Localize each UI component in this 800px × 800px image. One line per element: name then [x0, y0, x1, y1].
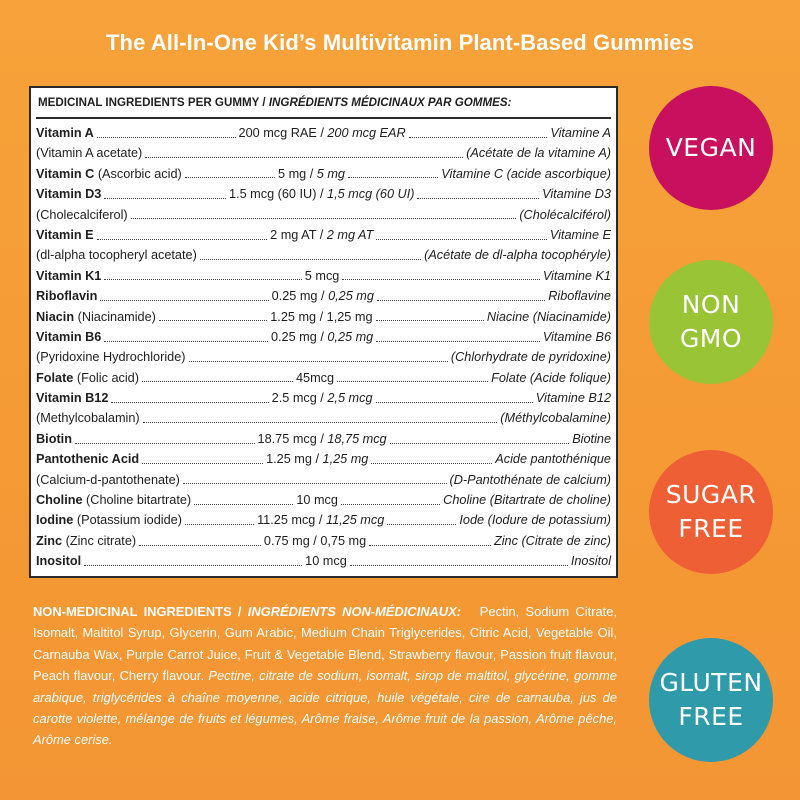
ingredient-source: (dl-alpha tocopheryl acetate) [36, 248, 197, 263]
dot-leader [390, 433, 570, 444]
dot-leader [376, 392, 533, 403]
page-title: The All-In-One Kid’s Multivitamin Plant-Based Gummies [106, 30, 694, 55]
ingredient-row [36, 551, 611, 571]
ingredient-name-fr: Zinc (Citrate de zinc) [493, 533, 611, 548]
amount-en: 2 mg AT / [270, 227, 327, 242]
amount-group [258, 429, 387, 449]
ingredient-row [36, 245, 611, 265]
ingredient-row [36, 490, 611, 510]
ingredient-name: Zinc [36, 533, 63, 548]
amount-group [270, 307, 372, 327]
dot-leader [371, 453, 492, 464]
dot-leader [111, 392, 268, 403]
ingredient-row [36, 531, 611, 551]
ingredient-name: Niacin [36, 309, 75, 324]
ingredient-name-fr: Vitamine B12 [535, 391, 611, 406]
ingredient-source-fr: (D-Pantothénate de calcium) [449, 472, 611, 487]
badge-sugar-free [649, 450, 773, 574]
amount-fr: 0,25 mg [328, 289, 374, 304]
dot-leader [131, 208, 517, 219]
ingredient-name-fr: Choline (Bitartrate de choline) [443, 493, 612, 508]
dot-leader [75, 433, 255, 444]
non-medicinal-text-en: Pectin, Sodium Citrate, Isomalt, Maltitol Syrup, Glycerin, Gum Arabic, Medium Chain Triglycerides, Citric Acid, Vegetable Oil, Carnauba Wax, Purple Carrot Juice, Fruit & Vegetable Blend, Strawberry flavour, Passion fruit flavour, Peach flavour, Cherry flavour. [33, 604, 617, 684]
ingredient-name-fr: Riboflavine [548, 289, 611, 304]
amount-en: 10 mcg [305, 554, 347, 569]
ingredient-name-fr: Vitamine D3 [542, 187, 611, 202]
amount-group [270, 225, 373, 245]
amount-en: 200 mcg RAE / [238, 126, 328, 140]
ingredient-row [36, 184, 611, 204]
amount-en: 1.25 mg / [266, 452, 323, 467]
ingredient-name-group [36, 388, 108, 408]
badge-non-gmo [649, 260, 773, 384]
dot-leader [185, 167, 275, 178]
ingredient-name-fr: Inositol [570, 554, 612, 569]
ingredient-source-fr: (Acétate de la vitamine A) [466, 146, 611, 161]
ingredient-name: Pantothenic Acid [36, 452, 140, 467]
dot-leader [189, 351, 448, 362]
ingredient-name-fr: Vitamine C (acide ascorbique) [441, 166, 611, 181]
dot-leader [376, 229, 547, 240]
panel-heading [31, 88, 616, 113]
badge-gluten-free-line2: FREE [678, 702, 744, 731]
ingredient-row [36, 388, 611, 408]
ingredient-name: Choline [36, 493, 83, 508]
ingredient-name-group [36, 490, 191, 510]
ingredient-source: (Pyridoxine Hydrochloride) [36, 350, 186, 365]
ingredient-source: (Niacinamide) [74, 309, 156, 324]
amount-fr: 11,25 mcg [325, 513, 385, 528]
ingredient-name-group [36, 164, 182, 184]
dot-leader [104, 269, 301, 280]
dot-leader [337, 371, 488, 382]
ingredient-source: (Cholecalciferol) [36, 207, 128, 222]
amount-group [264, 531, 366, 551]
dot-leader [97, 229, 268, 240]
dot-leader [183, 473, 447, 484]
ingredient-name-fr: Biotine [572, 431, 612, 446]
amount-fr: 2,5 mcg [327, 391, 373, 406]
dot-leader [376, 331, 540, 342]
ingredient-source-fr: (Chlorhydrate de pyridoxine) [450, 350, 611, 365]
dot-leader [194, 494, 293, 505]
ingredient-name-group [36, 327, 101, 347]
amount-en: 1.25 mg / 1,25 mg [270, 309, 373, 324]
ingredient-name-fr: Vitamine B6 [542, 329, 612, 344]
dot-leader [100, 290, 268, 301]
ingredient-row [36, 510, 611, 530]
ingredient-row [36, 449, 611, 469]
amount-fr: 1,25 mg [322, 452, 369, 467]
dot-leader [409, 127, 548, 138]
ingredient-name-fr: Vitamine K1 [542, 268, 611, 283]
amount-group [272, 286, 374, 306]
dot-leader [185, 514, 254, 525]
badge-non-gmo-line2: GMO [679, 324, 743, 353]
amount-fr: 1,5 mcg (60 UI) [327, 187, 415, 202]
amount-en: 45mcg [295, 370, 335, 385]
ingredient-row [36, 307, 611, 327]
amount-group [239, 123, 406, 143]
dot-leader [159, 310, 267, 321]
ingredient-source: (Choline bitartrate) [82, 493, 192, 508]
ingredient-name-fr: Acide pantothénique [495, 452, 611, 467]
badge-non-gmo-line1: NON [681, 290, 741, 319]
medicinal-ingredients-panel [29, 86, 618, 578]
dot-leader [104, 188, 226, 199]
ingredient-name: Vitamin B6 [36, 329, 102, 344]
panel-heading-en: MEDICINAL INGREDIENTS PER GUMMY / [38, 96, 269, 109]
ingredient-source: (Ascorbic acid) [94, 166, 182, 181]
amount-en: 0.25 mg / [271, 289, 329, 304]
ingredient-row [36, 123, 611, 143]
ingredient-name: Vitamin C [36, 166, 95, 181]
ingredient-source-fr: (Méthylcobalamine) [500, 411, 611, 426]
badge-gluten-free-line1: GLUTEN [659, 668, 763, 697]
ingredient-name-group [36, 551, 81, 571]
dot-leader [97, 127, 236, 138]
amount-group [305, 266, 340, 286]
ingredient-name-fr: Niacine (Niacinamide) [486, 309, 611, 324]
ingredient-row [36, 429, 611, 449]
ingredient-row [36, 164, 611, 184]
dot-leader [145, 147, 463, 158]
ingredient-name-group [36, 286, 97, 306]
amount-group [266, 449, 368, 469]
amount-en: 0.75 mg / 0,75 mg [263, 533, 367, 548]
dot-leader [143, 412, 498, 423]
ingredient-source-fr: (Acétate de dl-alpha tocophéryle) [424, 248, 611, 263]
ingredient-name-fr: Folate (Acide folique) [491, 370, 612, 385]
ingredient-row [36, 205, 611, 225]
amount-en: 5 mcg [304, 268, 340, 283]
non-medicinal-label [33, 604, 461, 619]
ingredient-name-group [36, 123, 94, 143]
ingredient-name: Vitamin B12 [36, 391, 109, 406]
amount-en: 5 mg / [278, 166, 317, 181]
ingredient-name-group [36, 449, 139, 469]
amount-en: 1.5 mcg (60 IU) / [229, 187, 328, 202]
amount-group [296, 368, 334, 388]
badge-sugar-free-line2: FREE [678, 514, 744, 543]
amount-fr: 18,75 mcg [327, 431, 387, 446]
amount-fr: 5 mg [316, 166, 345, 181]
amount-group [296, 490, 338, 510]
ingredient-source: (Vitamin A acetate) [36, 146, 143, 161]
ingredient-row [36, 143, 611, 163]
ingredient-source: (Potassium iodide) [73, 513, 182, 528]
ingredient-name-group [36, 429, 72, 449]
dot-leader [350, 555, 568, 566]
ingredient-name: Folate [36, 370, 74, 385]
ingredient-name: Riboflavin [36, 289, 98, 304]
ingredient-name-group [36, 307, 156, 327]
dot-leader [104, 331, 268, 342]
ingredient-name-fr: Vitamine E [549, 227, 611, 242]
ingredient-name: Vitamin A [36, 126, 94, 140]
non-medicinal-text-fr: Pectine, citrate de sodium, isomalt, sirop de maltitol, glycérine, gomme arabique, triglycérides à chaîne moyenne, acide citrique, huile végétale, cire de carnauba, jus de carotte violette, mélange de fruits et légumes, Arôme fraise, Arôme fruit de la passion, Arôme pêche, Arôme cerise. [33, 668, 617, 748]
amount-group [229, 184, 414, 204]
ingredient-source: (Zinc citrate) [62, 533, 137, 548]
ingredient-name-group [36, 531, 136, 551]
badge-vegan [649, 86, 773, 210]
ingredient-name-group [36, 184, 101, 204]
dot-leader [376, 310, 484, 321]
dot-leader [142, 453, 263, 464]
heading-divider [36, 117, 611, 119]
ingredient-row [36, 470, 611, 490]
amount-group [271, 327, 373, 347]
amount-fr: 0,25 mg [327, 329, 374, 344]
panel-heading-fr: INGRÉDIENTS MÉDICINAUX PAR GOMMES: [268, 96, 512, 109]
ingredient-name: Vitamin E [36, 227, 94, 242]
ingredient-name: Vitamin D3 [36, 187, 102, 202]
ingredient-name: Iodine [36, 513, 74, 528]
ingredient-name: Inositol [36, 554, 82, 569]
amount-en: 0.25 mg / [270, 329, 328, 344]
dot-leader [387, 514, 456, 525]
ingredient-name-fr: Iode (Iodure de potassium) [459, 513, 612, 528]
dot-leader [377, 290, 545, 301]
dot-leader [341, 494, 440, 505]
ingredient-row [36, 408, 611, 428]
ingredient-source: (Folic acid) [73, 370, 139, 385]
ingredient-row [36, 266, 611, 286]
ingredient-row [36, 368, 611, 388]
amount-en: 10 mcg [296, 493, 338, 508]
non-medicinal-label-fr: INGRÉDIENTS NON-MÉDICINAUX: [247, 604, 462, 619]
amount-en: 18.75 mcg / [257, 431, 328, 446]
non-medicinal-ingredients [33, 601, 617, 751]
dot-leader [369, 535, 491, 546]
ingredient-name-group [36, 266, 101, 286]
amount-group [272, 388, 373, 408]
ingredient-name: Vitamin K1 [36, 268, 102, 283]
dot-leader [417, 188, 539, 199]
amount-en: 11.25 mcg / [257, 513, 326, 528]
ingredient-row [36, 225, 611, 245]
amount-en: 2.5 mcg / [271, 391, 328, 406]
dot-leader [139, 535, 261, 546]
badge-gluten-free [649, 638, 773, 762]
dot-leader [200, 249, 421, 260]
amount-group [257, 510, 384, 530]
ingredient-name-group [36, 510, 182, 530]
ingredient-source-fr: (Cholécalciférol) [519, 207, 611, 222]
amount-fr: 2 mg AT [326, 227, 374, 242]
ingredient-source: (Calcium-d-pantothenate) [36, 472, 180, 487]
ingredient-name-fr: Vitamine A [550, 126, 612, 140]
ingredient-name: Biotin [36, 431, 72, 446]
ingredient-list [31, 123, 616, 572]
ingredient-source: (Methylcobalamin) [36, 411, 140, 426]
non-medicinal-label-en: NON-MEDICINAL INGREDIENTS / [33, 604, 248, 619]
dot-leader [84, 555, 302, 566]
ingredient-row [36, 327, 611, 347]
ingredient-row [36, 286, 611, 306]
dot-leader [348, 167, 438, 178]
badge-sugar-free-line1: SUGAR [665, 480, 757, 509]
dot-leader [342, 269, 539, 280]
amount-group [305, 551, 347, 571]
ingredient-name-group [36, 368, 139, 388]
amount-group [278, 164, 345, 184]
dot-leader [142, 371, 293, 382]
badge-vegan-line1: VEGAN [665, 133, 757, 162]
ingredient-row [36, 347, 611, 367]
ingredient-name-group [36, 225, 94, 245]
amount-fr: 200 mcg EAR [327, 126, 406, 140]
